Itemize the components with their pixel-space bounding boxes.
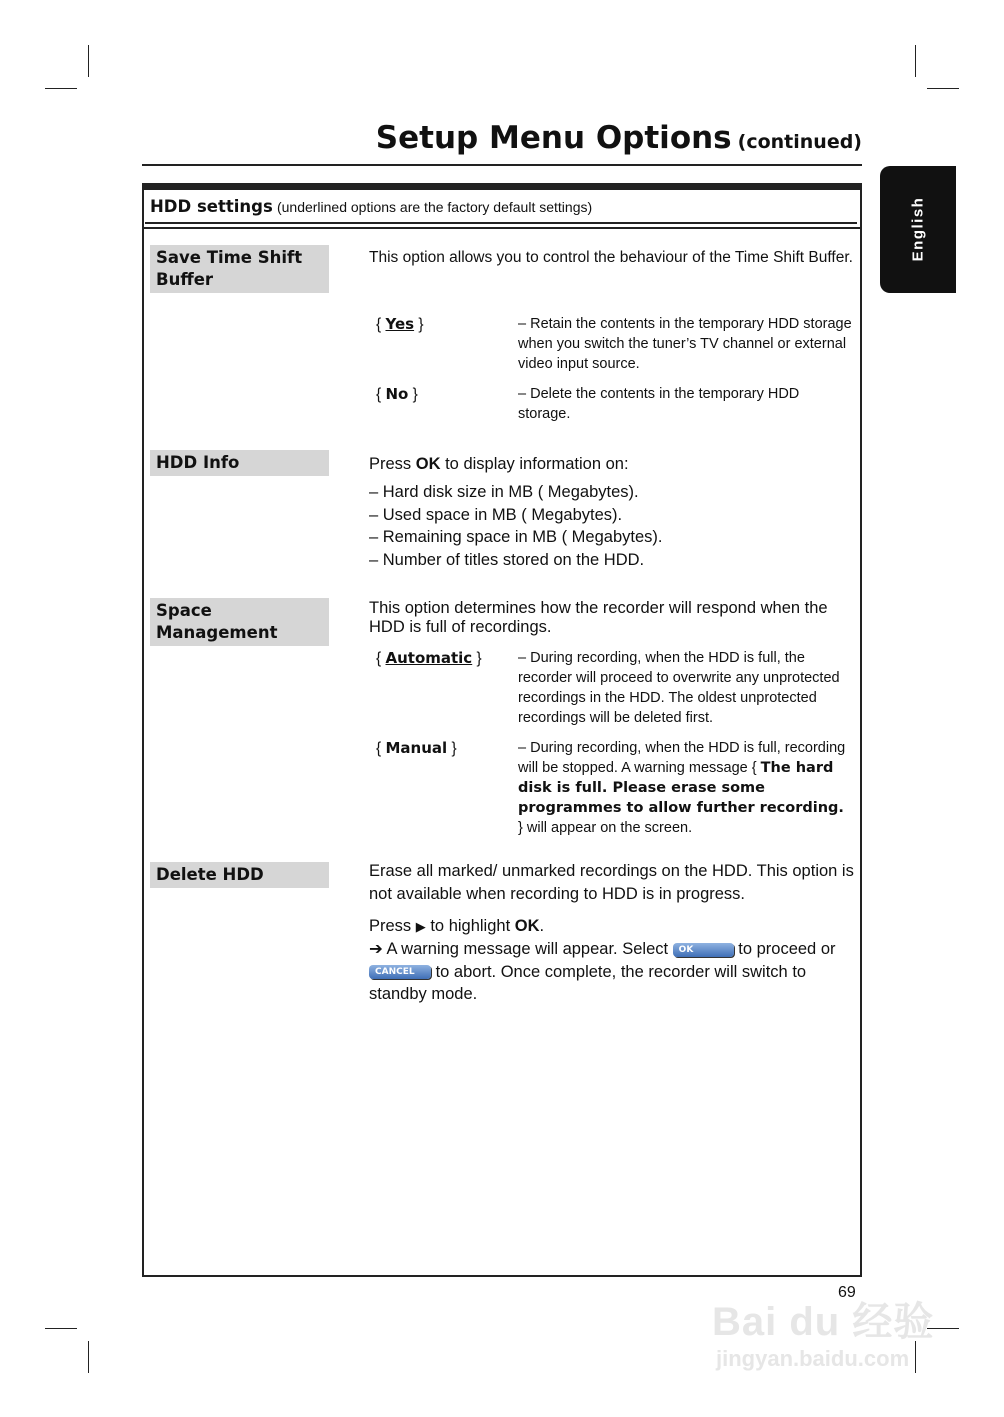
header-top-bar bbox=[142, 183, 862, 190]
crop-mark bbox=[88, 45, 89, 77]
option-yes-desc: – Retain the contents in the temporary HDD storage when you switch the tuner’s TV channel or external video input source. bbox=[518, 316, 852, 372]
hdd-info-intro: Press OK to display information on: bbox=[369, 455, 629, 473]
play-arrow-icon: ▶ bbox=[415, 919, 426, 934]
option-automatic-desc: – During recording, when the HDD is full, the recorder will proceed to overwrite any unprotected recordings in the HDD. The oldest unprotected recordings will be deleted first. bbox=[518, 650, 840, 726]
time-shift-intro: This option allows you to control the behaviour of the Time Shift Buffer. bbox=[369, 249, 853, 266]
crop-mark bbox=[915, 45, 916, 77]
title-divider bbox=[142, 164, 862, 166]
section-header bbox=[145, 192, 857, 224]
watermark-logo: Bai du 经验 bbox=[712, 1300, 935, 1344]
language-tab: English bbox=[880, 166, 956, 293]
option-no: { No } bbox=[376, 385, 418, 403]
crop-mark bbox=[45, 88, 77, 89]
result-arrow-icon: ➔ bbox=[369, 940, 383, 958]
option-automatic: { Automatic } bbox=[376, 649, 482, 667]
header-note: (underlined options are the factory default settings) bbox=[276, 199, 593, 215]
header-divider bbox=[142, 227, 862, 229]
option-no-desc: – Delete the contents in the temporary HDD storage. bbox=[518, 386, 800, 422]
page-title: Setup Menu Options (continued) bbox=[375, 120, 862, 156]
header-title: HDD settings bbox=[150, 197, 273, 216]
option-yes: { Yes } bbox=[376, 315, 424, 333]
label-time-shift: Save Time Shift Buffer bbox=[150, 245, 329, 293]
cancel-button: CANCEL bbox=[369, 965, 431, 979]
ok-button: OK bbox=[673, 943, 734, 957]
page-number: 69 bbox=[838, 1284, 856, 1301]
space-intro: This option determines how the recorder will respond when the HDD is full of recordings. bbox=[369, 599, 828, 636]
delete-intro: Erase all marked/ unmarked recordings on the HDD. This option is not available when recording to HDD is in progress. bbox=[369, 862, 854, 903]
crop-mark bbox=[927, 88, 959, 89]
label-hdd-info: HDD Info bbox=[150, 450, 329, 476]
list-item: – Used space in MB ( Megabytes). bbox=[369, 505, 623, 524]
option-manual: { Manual } bbox=[376, 739, 457, 757]
label-space-management: Space Management bbox=[150, 598, 329, 646]
delete-press: Press ▶ to highlight OK. bbox=[369, 917, 545, 935]
page-title-suffix: (continued) bbox=[737, 131, 862, 153]
crop-mark bbox=[45, 1328, 77, 1329]
watermark-url: jingyan.baidu.com bbox=[716, 1346, 910, 1371]
list-item: – Remaining space in MB ( Megabytes). bbox=[369, 528, 663, 547]
list-item: – Number of titles stored on the HDD. bbox=[369, 551, 645, 570]
hdd-info-list bbox=[369, 481, 849, 572]
delete-warning: ➔ A warning message will appear. Select OK to proceed or CANCEL to abort. Once complete, the recorder will switch to standby mode. bbox=[369, 940, 836, 1003]
option-manual-desc: – During recording, when the HDD is full, recording will be stopped. A warning message { The hard disk is full. Please erase some programmes to allow further recording. } will appear on the screen. bbox=[518, 740, 846, 836]
crop-mark bbox=[88, 1341, 89, 1373]
list-item: – Hard disk size in MB ( Megabytes). bbox=[369, 483, 639, 501]
label-delete-hdd: Delete HDD bbox=[150, 862, 329, 888]
